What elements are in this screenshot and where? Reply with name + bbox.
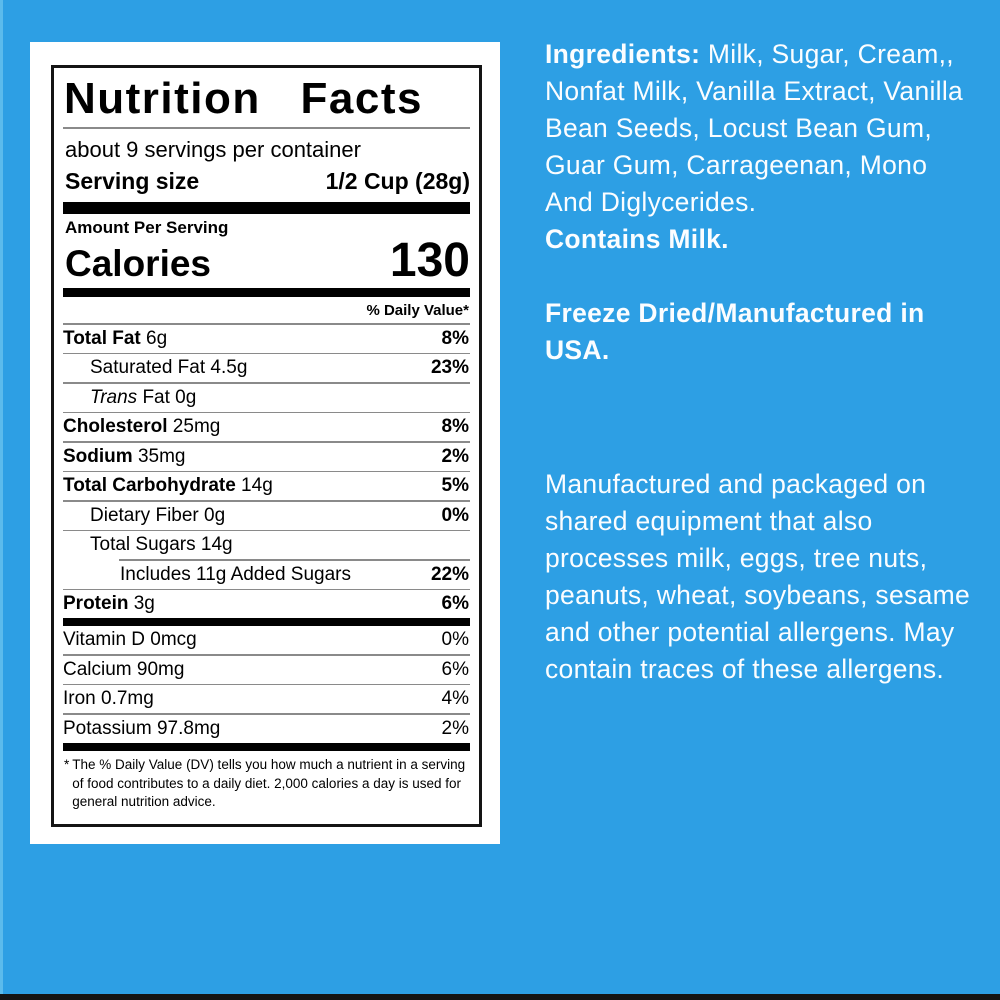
calories-divider-bar: [63, 288, 470, 297]
nutrient-name: Calcium 90mg: [63, 658, 185, 680]
nutrient-row: [63, 685, 470, 713]
bottom-edge-bar: [0, 994, 1000, 1000]
thick-divider-bar: [63, 202, 470, 214]
daily-value-percent: 8%: [441, 327, 469, 349]
nutrition-label-panel: [30, 42, 500, 844]
left-edge-highlight: [0, 0, 3, 1000]
daily-value-header: % Daily Value*: [366, 302, 469, 320]
nutrient-row: [63, 590, 470, 618]
nutrient-row: [63, 354, 470, 382]
nutrient-row: [63, 502, 470, 530]
calories-row: [63, 233, 470, 289]
servings-per-container: about 9 servings per container: [65, 136, 361, 162]
nutrient-rows: [63, 323, 470, 618]
vitamin-rows: [63, 626, 470, 743]
nutrient-row: [63, 472, 470, 500]
ingredients-statement: [545, 39, 963, 217]
daily-value-percent: 2%: [441, 717, 469, 739]
nutrient-name: Trans Fat 0g: [90, 386, 197, 408]
ingredients-label: Ingredients:: [545, 39, 701, 69]
origin-statement: Freeze Dried/Manufactured in USA.: [545, 298, 925, 365]
nutrient-row: [63, 715, 470, 743]
footnote-divider-bar: [63, 743, 470, 751]
footnote-asterisk: *: [64, 756, 70, 772]
ingredients-paragraph: [545, 36, 973, 258]
calories-value: 130: [389, 233, 470, 287]
daily-value-percent: 8%: [441, 416, 469, 438]
daily-value-percent: 6%: [441, 593, 469, 615]
nutrient-name: Total Fat 6g: [63, 327, 168, 349]
contains-statement: Contains Milk.: [545, 224, 729, 254]
daily-value-percent: 22%: [430, 563, 469, 585]
section-divider-bar: [63, 618, 470, 626]
daily-value-percent: 5%: [441, 475, 469, 497]
nutrition-facts-title: Nutrition Facts: [64, 74, 423, 123]
calories-label: Calories: [65, 242, 212, 284]
daily-value-percent: 0%: [441, 629, 469, 651]
daily-value-percent: 4%: [441, 688, 469, 710]
footnote: [63, 751, 470, 814]
nutrition-label: [51, 65, 482, 827]
nutrient-row: [63, 531, 470, 559]
nutrient-row: [63, 384, 470, 412]
daily-value-percent: 0%: [441, 504, 469, 526]
nutrient-name: Saturated Fat 4.5g: [90, 357, 248, 379]
serving-size-value: 1/2 Cup (28g): [325, 167, 470, 194]
nutrient-name: Iron 0.7mg: [63, 688, 154, 710]
right-info-panel: [545, 36, 973, 688]
nutrient-name: Dietary Fiber 0g: [90, 504, 226, 526]
nutrient-row: [63, 443, 470, 471]
nutrient-name: Protein 3g: [63, 593, 155, 615]
allergen-notice: Manufactured and packaged on shared equipment that also processes milk, eggs, tree nuts, peanuts, wheat, soybeans, sesame and other potential allergens. May contain traces of these allergens.: [545, 469, 971, 684]
nutrient-row: [63, 325, 470, 353]
nutrient-name: Includes 11g Added Sugars: [120, 563, 351, 585]
daily-value-percent: 6%: [441, 658, 469, 680]
nutrient-name: Vitamin D 0mcg: [63, 629, 197, 651]
nutrient-row: [63, 656, 470, 684]
serving-size-row: [63, 165, 470, 202]
title-divider: [63, 127, 470, 129]
nutrient-name: Total Sugars 14g: [90, 534, 233, 556]
nutrient-name: Sodium 35mg: [63, 445, 186, 467]
amount-per-serving-label: Amount Per Serving: [65, 217, 229, 237]
serving-size-label: Serving size: [65, 167, 200, 194]
daily-value-percent: 2%: [441, 445, 469, 467]
footnote-text: The % Daily Value (DV) tells you how much a nutrient in a serving of food contributes to a daily diet. 2,000 calories a day is used for general nutrition advice.: [72, 756, 466, 810]
daily-value-percent: 23%: [430, 357, 469, 379]
nutrient-row: [63, 626, 470, 654]
nutrient-name: Total Carbohydrate 14g: [63, 475, 273, 497]
nutrient-name: Potassium 97.8mg: [63, 717, 221, 739]
nutrient-name: Cholesterol 25mg: [63, 416, 221, 438]
nutrient-row: [63, 413, 470, 441]
ingredients-list: Milk, Sugar, Cream,, Nonfat Milk, Vanilla Extract, Vanilla Bean Seeds, Locust Bean Gum, Guar Gum, Carrageenan, Mono And Diglycerides.: [545, 39, 964, 217]
nutrient-row: [63, 561, 470, 589]
